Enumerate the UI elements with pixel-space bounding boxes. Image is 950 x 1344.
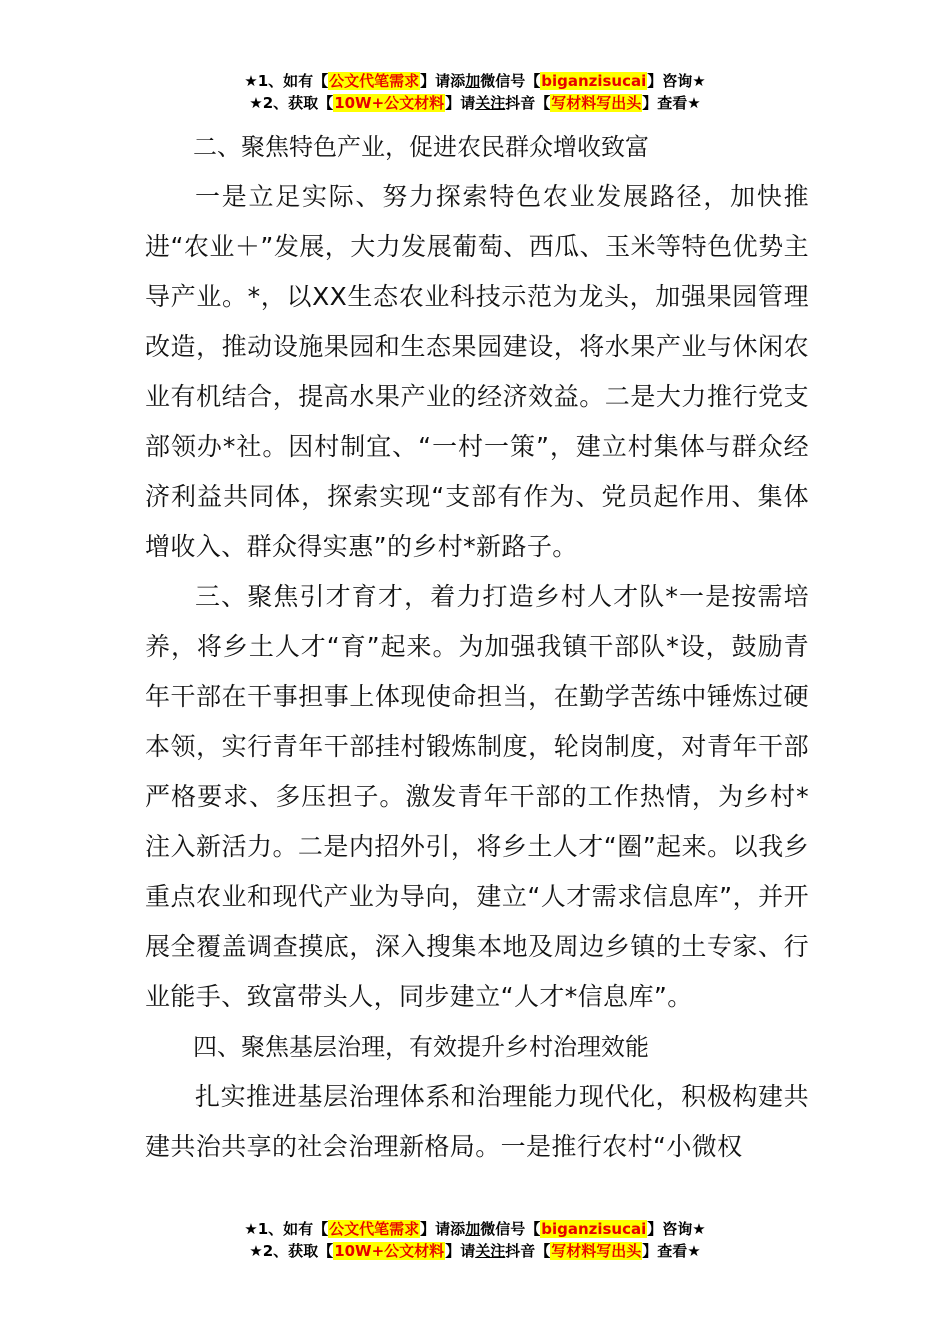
- promo-text: 】查看★: [642, 1242, 701, 1260]
- promo-line-1: [0, 70, 950, 92]
- promo-text: 】请添: [420, 1220, 466, 1238]
- promo-underline: 加: [465, 1220, 481, 1238]
- promo-text: ★2、获取【: [249, 1242, 334, 1260]
- promo-text: 】请: [445, 1242, 476, 1260]
- promo-underline: 关注: [475, 1242, 506, 1260]
- promo-text: 抖音【: [505, 94, 551, 112]
- document-body: [145, 122, 809, 1172]
- paragraph-talent: 三、聚焦引才育才，着力打造乡村人才队*一是按需培养，将乡土人才“育”起来。为加强我镇干部队*设，鼓励青年干部在干事担事上体现使命担当，在勤学苦练中锤炼过硬本领，实行青年干部挂村锻炼制度，轮岗制度，对青年干部严格要求、多压担子。激发青年干部的工作热情，为乡村*注入新活力。二是内招外引，将乡土人才“圈”起来。以我乡重点农业和现代产业为导向，建立“人才需求信息库”，并开展全覆盖调查摸底，深入搜集本地及周边乡镇的土专家、行业能手、致富带头人，同步建立“人才*信息库”。: [145, 582, 809, 1011]
- promo-text: 抖音【: [505, 1242, 551, 1260]
- promo-text: ★1、如有【: [244, 72, 329, 90]
- promo-highlight: 10W+公文材料: [334, 1242, 445, 1260]
- promo-text: 】查看★: [642, 94, 701, 112]
- promo-text: ★2、获取【: [249, 94, 334, 112]
- promo-douyin-id: 写材料写出头: [551, 94, 642, 112]
- promo-text: ★1、如有【: [244, 1220, 329, 1238]
- promo-text: 】请: [445, 94, 476, 112]
- promo-text: 】请添: [420, 72, 466, 90]
- promo-text: 微信号【: [480, 72, 541, 90]
- promo-highlight: 公文代笔需求: [329, 1220, 420, 1238]
- section-heading-4: 四、聚焦基层治理，有效提升乡村治理效能: [193, 1033, 649, 1061]
- section-heading-2: 二、聚焦特色产业，促进农民群众增收致富: [193, 133, 649, 161]
- promo-douyin-id: 写材料写出头: [551, 1242, 642, 1260]
- promo-banner-top: [0, 70, 950, 114]
- promo-text: 】咨询★: [647, 1220, 706, 1238]
- promo-highlight: 10W+公文材料: [334, 94, 445, 112]
- promo-text: 微信号【: [480, 1220, 541, 1238]
- promo-highlight: 公文代笔需求: [329, 72, 420, 90]
- promo-banner-bottom: [0, 1218, 950, 1262]
- promo-line-2: [0, 1240, 950, 1262]
- promo-line-1: [0, 1218, 950, 1240]
- promo-text: 】咨询★: [647, 72, 706, 90]
- promo-wechat-id: biganzisucai: [541, 72, 647, 90]
- promo-wechat-id: biganzisucai: [541, 1220, 647, 1238]
- promo-underline: 关注: [475, 94, 506, 112]
- paragraph-governance: 扎实推进基层治理体系和治理能力现代化，积极构建共建共治共享的社会治理新格局。一是推行农村“小微权: [145, 1082, 809, 1161]
- promo-line-2: [0, 92, 950, 114]
- promo-underline: 加: [465, 72, 481, 90]
- paragraph-industry: 一是立足实际、努力探索特色农业发展路径，加快推进“农业＋”发展，大力发展葡萄、西瓜、玉米等特色优势主导产业。*，以XX生态农业科技示范为龙头，加强果园管理改造，推动设施果园和生态果园建设，将水果产业与休闲农业有机结合，提高水果产业的经济效益。二是大力推行党支部领办*社。因村制宜、“一村一策”，建立村集体与群众经济利益共同体，探索实现“支部有作为、党员起作用、集体增收入、群众得实惠”的乡村*新路子。: [145, 182, 809, 561]
